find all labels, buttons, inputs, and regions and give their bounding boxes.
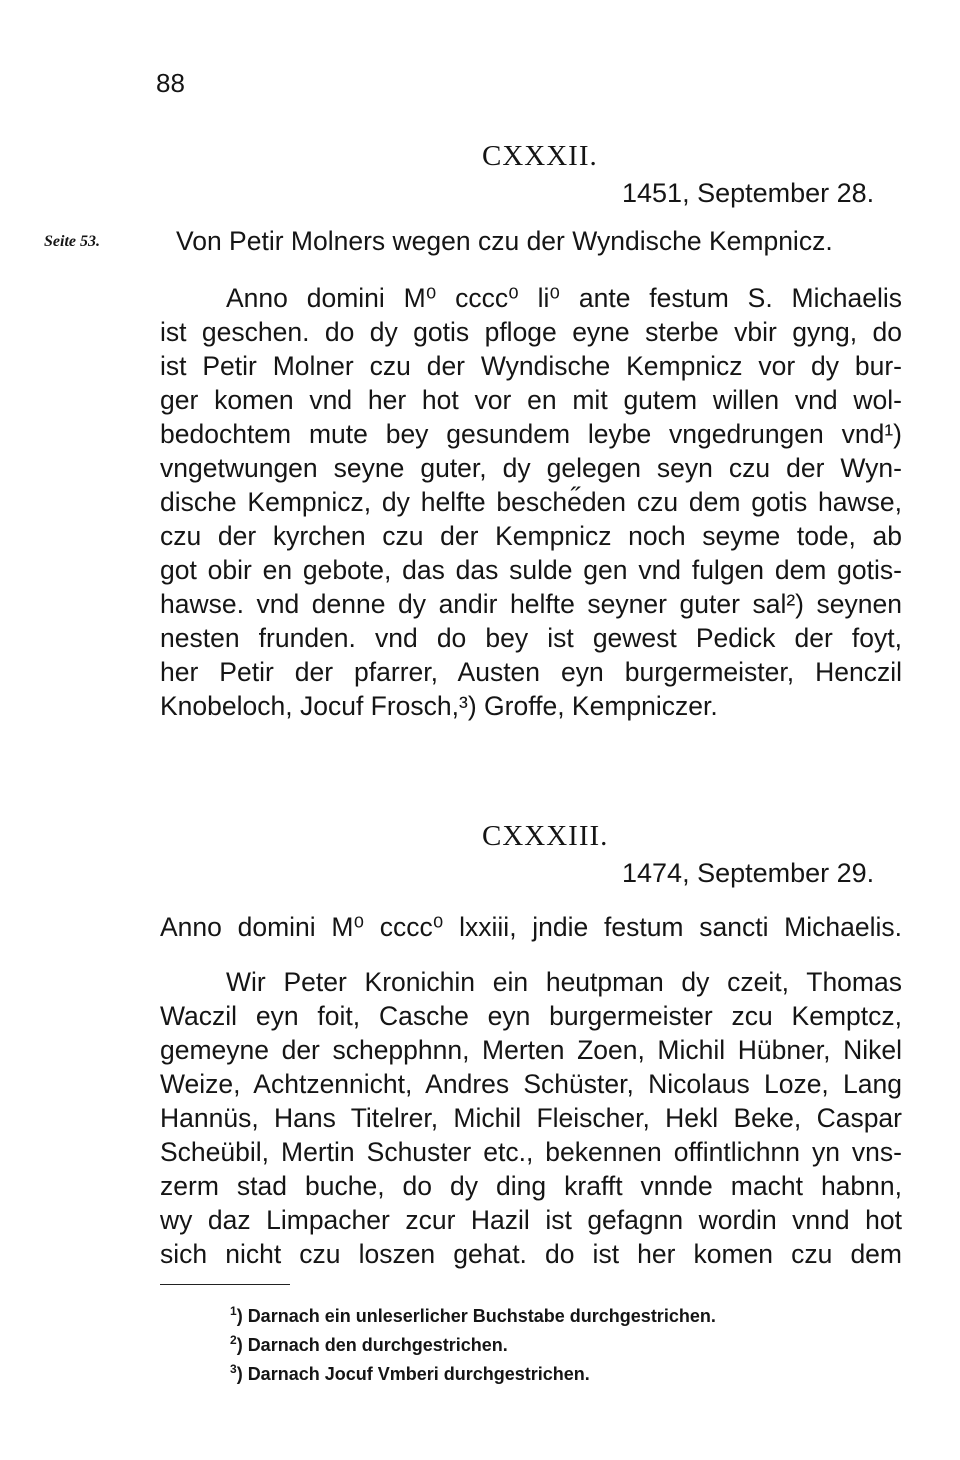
document-number: CXXXIII. bbox=[482, 820, 609, 852]
text-line: czu der kyrchen czu der Kempnicz noch seyme tode, ab bbox=[160, 521, 902, 551]
margin-note: Seite 53. bbox=[44, 233, 100, 250]
text-line: Anno domini M⁰ cccc⁰ li⁰ ante festum S. Michaelis bbox=[226, 283, 902, 313]
document-date: 1474, September 29. bbox=[622, 858, 875, 888]
text-line: Knobeloch, Jocuf Frosch,³) Groffe, Kempniczer. bbox=[160, 691, 718, 721]
text-line: got obir en gebote, das das sulde gen vnd fulgen dem gotis- bbox=[160, 555, 902, 585]
text-line: ger komen vnd her hot vor en mit gutem willen vnd wol- bbox=[160, 385, 902, 415]
footnote-text: Darnach ein unleserlicher Buchstabe durchgestrichen. bbox=[247, 1306, 716, 1326]
document-number: CXXXII. bbox=[482, 140, 598, 172]
footnote: $^3$) Darnach Jocuf Vmberi durchgestrichen. bbox=[230, 1362, 590, 1384]
text-line: ist geschen. do dy gotis pfloge eyne sterbe vbir gyng, do bbox=[160, 317, 902, 347]
footnote-text: Darnach Jocuf Vmberi durchgestrichen. bbox=[247, 1364, 590, 1384]
text-line: wy daz Limpacher zcur Hazil ist gefagnn wordin vnnd hot bbox=[160, 1205, 902, 1235]
footnote-mark: 3 bbox=[230, 1362, 237, 1376]
document-date: 1451, September 28. bbox=[622, 178, 875, 208]
footnote-mark: 1 bbox=[230, 1304, 237, 1318]
footnote: $^1$) Darnach ein unleserlicher Buchstabe durchgestrichen. bbox=[230, 1304, 716, 1326]
text-line: Scheübil, Mertin Schuster etc., bekennen offintlichnn yn vns- bbox=[160, 1137, 902, 1167]
page-number: 88 bbox=[156, 68, 185, 98]
text-line: gemeyne der schepphnn, Merten Zoen, Michil Hübner, Nikel bbox=[160, 1035, 902, 1065]
footnote-divider bbox=[160, 1284, 290, 1285]
text-line: her Petir der pfarrer, Austen eyn burgermeister, Henczil bbox=[160, 657, 902, 687]
text-line: hawse. vnd denne dy andir helfte seyner guter sal²) seynen bbox=[160, 589, 902, 619]
text-line: zerm stad buche, do dy ding krafft vnnde macht habnn, bbox=[160, 1171, 902, 1201]
text-line: ist Petir Molner czu der Wyndische Kempnicz vor dy bur- bbox=[160, 351, 902, 381]
footnote: $^2$) Darnach den durchgestrichen. bbox=[230, 1333, 508, 1355]
footnote-mark: 2 bbox=[230, 1333, 237, 1347]
text-line: Wir Peter Kronichin ein heutpman dy czeit, Thomas bbox=[226, 967, 902, 997]
text-line: Waczil eyn foit, Casche eyn burgermeister zcu Kemptcz, bbox=[160, 1001, 902, 1031]
document-heading: Von Petir Molners wegen czu der Wyndische Kempnicz. bbox=[176, 226, 833, 256]
text-line: Weize, Achtzennicht, Andres Schüster, Nicolaus Loze, Lang bbox=[160, 1069, 902, 1099]
text-line: bedochtem mute bey gesundem leybe vngedrungen vnd¹) bbox=[160, 419, 902, 449]
text-line: vngetwungen seyne guter, dy gelegen seyn czu der Wyn- bbox=[160, 453, 902, 483]
text-line: Hannüs, Hans Titelrer, Michil Fleischer, Hekl Beke, Caspar bbox=[160, 1103, 902, 1133]
text-line: dische Kempnicz, dy helfte besche̋den czu dem gotis hawse, bbox=[160, 487, 902, 517]
text-line: nesten frunden. vnd do bey ist gewest Pedick der foyt, bbox=[160, 623, 902, 653]
text-line: sich nicht czu loszen gehat. do ist her komen czu dem bbox=[160, 1239, 902, 1269]
footnote-text: Darnach den durchgestrichen. bbox=[247, 1335, 508, 1355]
document-heading: Anno domini M⁰ cccc⁰ lxxiii, jndie festum sancti Michaelis. bbox=[160, 912, 902, 942]
